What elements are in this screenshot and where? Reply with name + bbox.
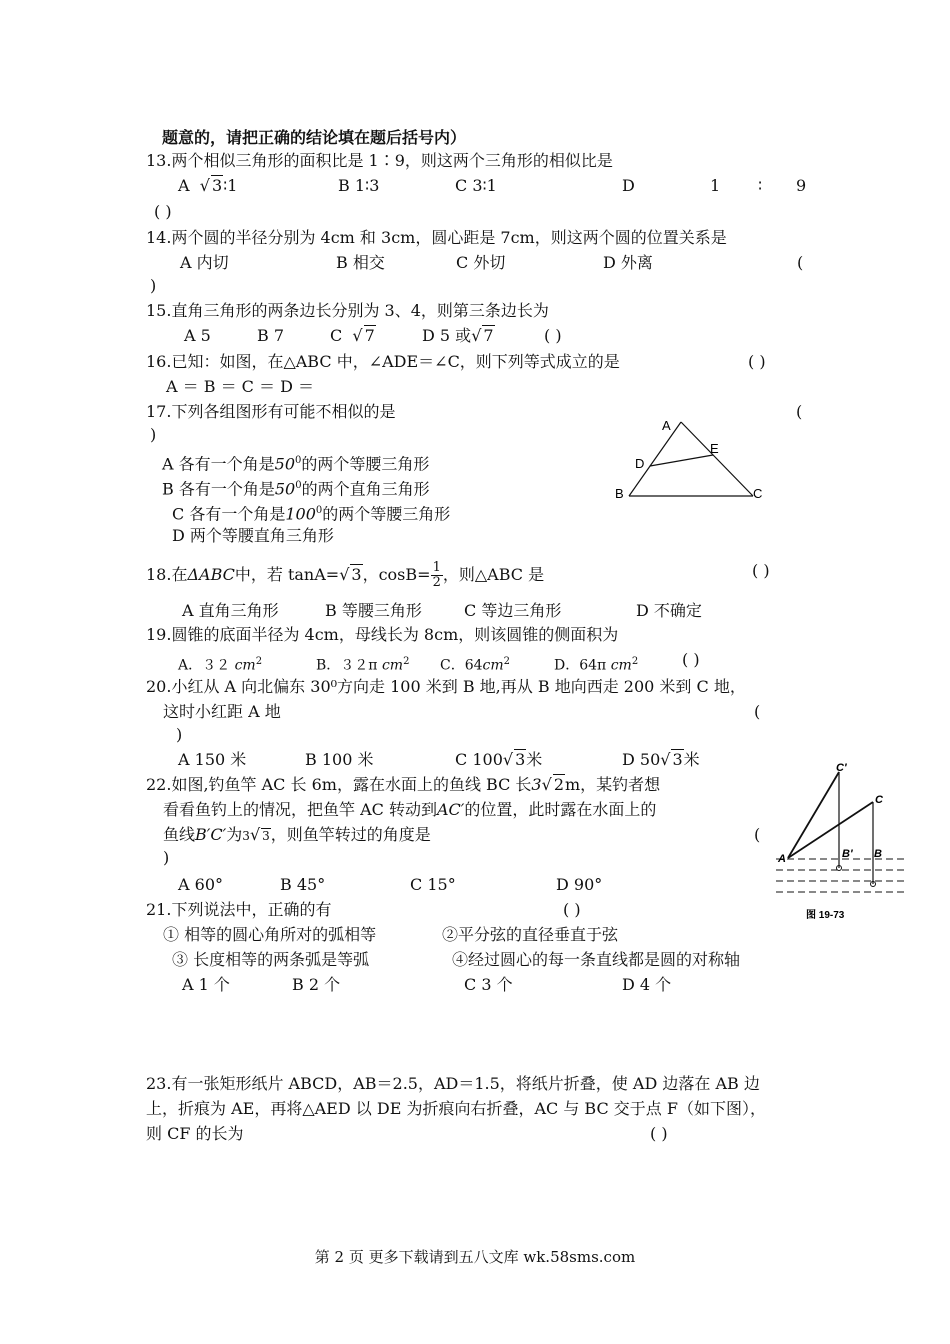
q20-paren-close: ) (176, 725, 183, 744)
label-c-prime: C′ (836, 762, 847, 774)
q17-paren-open: ( (796, 402, 803, 421)
q20-line2: 这时小红距 A 地 (163, 702, 281, 721)
q21-statement-4: ④经过圆心的每一条直线都是圆的对称轴 (452, 950, 741, 969)
q21-option-a: A 1 个 (182, 975, 230, 994)
q17-stem: 17.下列各组图形有可能不相似的是 (146, 402, 396, 421)
label-b: B (874, 848, 882, 860)
q23-line2: 上，折痕为 AE，再将△AED 以 DE 为折痕向右折叠，AC 与 BC 交于点 F（如下图）， (146, 1099, 766, 1118)
q15-stem: 15.直角三角形的两条边长分别为 3、4，则第三条边长为 (146, 301, 549, 320)
label-b-prime: B′ (842, 848, 853, 860)
label-a: A (778, 853, 786, 865)
q13-option-c: C 3∶1 (455, 176, 497, 195)
q15-option-c: C √ 7 (330, 326, 375, 345)
q16-options: A ＝ B ＝ C ＝ D ＝ (166, 377, 314, 396)
q23-answer-paren: ( ) (650, 1124, 668, 1143)
q19-option-a: A．３２ $cm^2$ (178, 656, 263, 674)
q15-answer-paren: ( ) (544, 326, 562, 345)
q16-answer-paren: ( ) (748, 352, 766, 371)
q17-option-c: C 各有一个角是$100^0$的两个等腰三角形 (172, 504, 451, 524)
q13-answer-paren: ( ) (154, 202, 172, 221)
q20-option-d: D 50√ 3米 (622, 750, 700, 769)
q22-paren-close: ) (163, 848, 170, 867)
q21-option-d: D 4 个 (622, 975, 672, 994)
q22-option-b: B 45° (280, 875, 326, 894)
q13-stem: 13.两个相似三角形的面积比是 1∶9，则这两个三角形的相似比是 (146, 151, 613, 170)
q22-line3: 鱼线B′C′为3√ 3，则鱼竿转过的角度是 (163, 825, 431, 844)
q14-stem: 14.两个圆的半径分别为 4cm 和 3cm，圆心距是 7cm，则这两个圆的位置关系是 (146, 228, 727, 247)
q23-line1: 23.有一张矩形纸片 ABCD，AB＝2.5，AD＝1.5，将纸片折叠，使 AD 边落在 AB 边 (146, 1074, 760, 1093)
q21-option-c: C 3 个 (464, 975, 513, 994)
q20-paren-open: ( (754, 702, 761, 721)
q22-line2: 看看鱼钓上的情况，把鱼竿 AC 转动到AC′的位置，此时露在水面上的 (163, 800, 657, 819)
q15-option-d: D 5 或√ 7 (422, 326, 494, 345)
q21-statement-2: ②平分弦的直径垂直于弦 (442, 925, 619, 944)
q18-option-d: D 不确定 (636, 601, 702, 620)
q20-line1: 20.小红从 A 向北偏东 30⁰方向走 100 米到 B 地,再从 B 地向西走 200 米到 C 地， (146, 677, 746, 696)
q21-statement-3: ③ 长度相等的两条弧是等弧 (172, 950, 370, 969)
q18-answer-paren: ( ) (752, 561, 770, 580)
q20-option-a: A 150 米 (178, 750, 247, 769)
label-b: B (615, 486, 624, 501)
q13-option-a: A √ 3∶1 (178, 176, 238, 195)
q17-paren-close: ) (150, 425, 157, 444)
q17-option-d: D 两个等腰直角三角形 (172, 526, 334, 545)
q20-option-c: C 100√ 3米 (455, 750, 543, 769)
q21-stem: 21.下列说法中，正确的有 (146, 900, 332, 919)
q23-line3: 则 CF 的长为 (146, 1124, 244, 1143)
q19-answer-paren: ( ) (682, 650, 700, 669)
label-a: A (662, 418, 671, 433)
page-footer: 第 2 页 更多下载请到五八文库 wk.58sms.com (314, 1248, 636, 1266)
q13-option-b: B 1∶3 (338, 176, 380, 195)
q21-answer-paren: ( ) (563, 900, 581, 919)
q19-option-d: D．64π $cm^2$ (554, 656, 639, 674)
q13-option-d-part: ∶ (758, 176, 763, 195)
q18-option-c: C 等边三角形 (464, 601, 562, 620)
q17-option-a: A 各有一个角是$50^0$的两个等腰三角形 (162, 454, 430, 474)
q13-option-d-part: 1 (710, 176, 721, 195)
q18-option-b: B 等腰三角形 (325, 601, 422, 620)
q18-option-a: A 直角三角形 (182, 601, 279, 620)
q14-option-b: B 相交 (336, 253, 385, 272)
q19-stem: 19.圆锥的底面半径为 4cm，母线长为 8cm，则该圆锥的侧面积为 (146, 625, 619, 644)
q15-option-a: A 5 (184, 326, 211, 345)
q14-option-a: A 内切 (180, 253, 229, 272)
fishing-rod-figure (776, 758, 906, 928)
q14-option-d: D 外离 (603, 253, 653, 272)
label-d: D (635, 456, 645, 471)
q15-option-b: B 7 (257, 326, 285, 345)
q18-stem: 18.在ΔABC中，若 tanA=√ 3，cosB= $\frac{1}{2}$ ，则△ABC 是 (146, 560, 545, 590)
q16-stem: 16.已知：如图，在△ABC 中，∠ADE＝∠C，则下列等式成立的是 (146, 352, 620, 371)
section-header: 题意的，请把正确的结论填在题后括号内） (162, 128, 467, 147)
q22-paren-open: ( (754, 825, 761, 844)
q17-option-b: B 各有一个角是$50^0$的两个直角三角形 (162, 479, 430, 499)
q22-option-a: A 60° (178, 875, 223, 894)
q22-option-c: C 15° (410, 875, 456, 894)
q14-option-c: C 外切 (456, 253, 506, 272)
figure-caption: 图 19-73 (806, 910, 845, 921)
q22-option-d: D 90° (556, 875, 603, 894)
q21-option-b: B 2 个 (292, 975, 341, 994)
q13-option-d: D (622, 176, 635, 195)
q22-line1: 22.如图,钓鱼竿 AC 长 6m，露在水面上的鱼线 BC 长3√ 2m，某钓者想 (146, 775, 661, 794)
triangle-figure (610, 410, 780, 510)
q14-paren-open: ( (797, 253, 804, 272)
label-c: C (875, 794, 883, 806)
label-e: E (710, 441, 719, 456)
q19-option-b: B．３２π $cm^2$ (316, 656, 410, 674)
q13-option-d-part: 9 (796, 176, 807, 195)
q20-option-b: B 100 米 (305, 750, 374, 769)
label-c: C (753, 486, 763, 501)
q19-option-c: C．$64cm^2$ (440, 656, 511, 674)
q14-paren-close: ) (150, 276, 157, 295)
q21-statement-1: ① 相等的圆心角所对的弧相等 (163, 925, 377, 944)
